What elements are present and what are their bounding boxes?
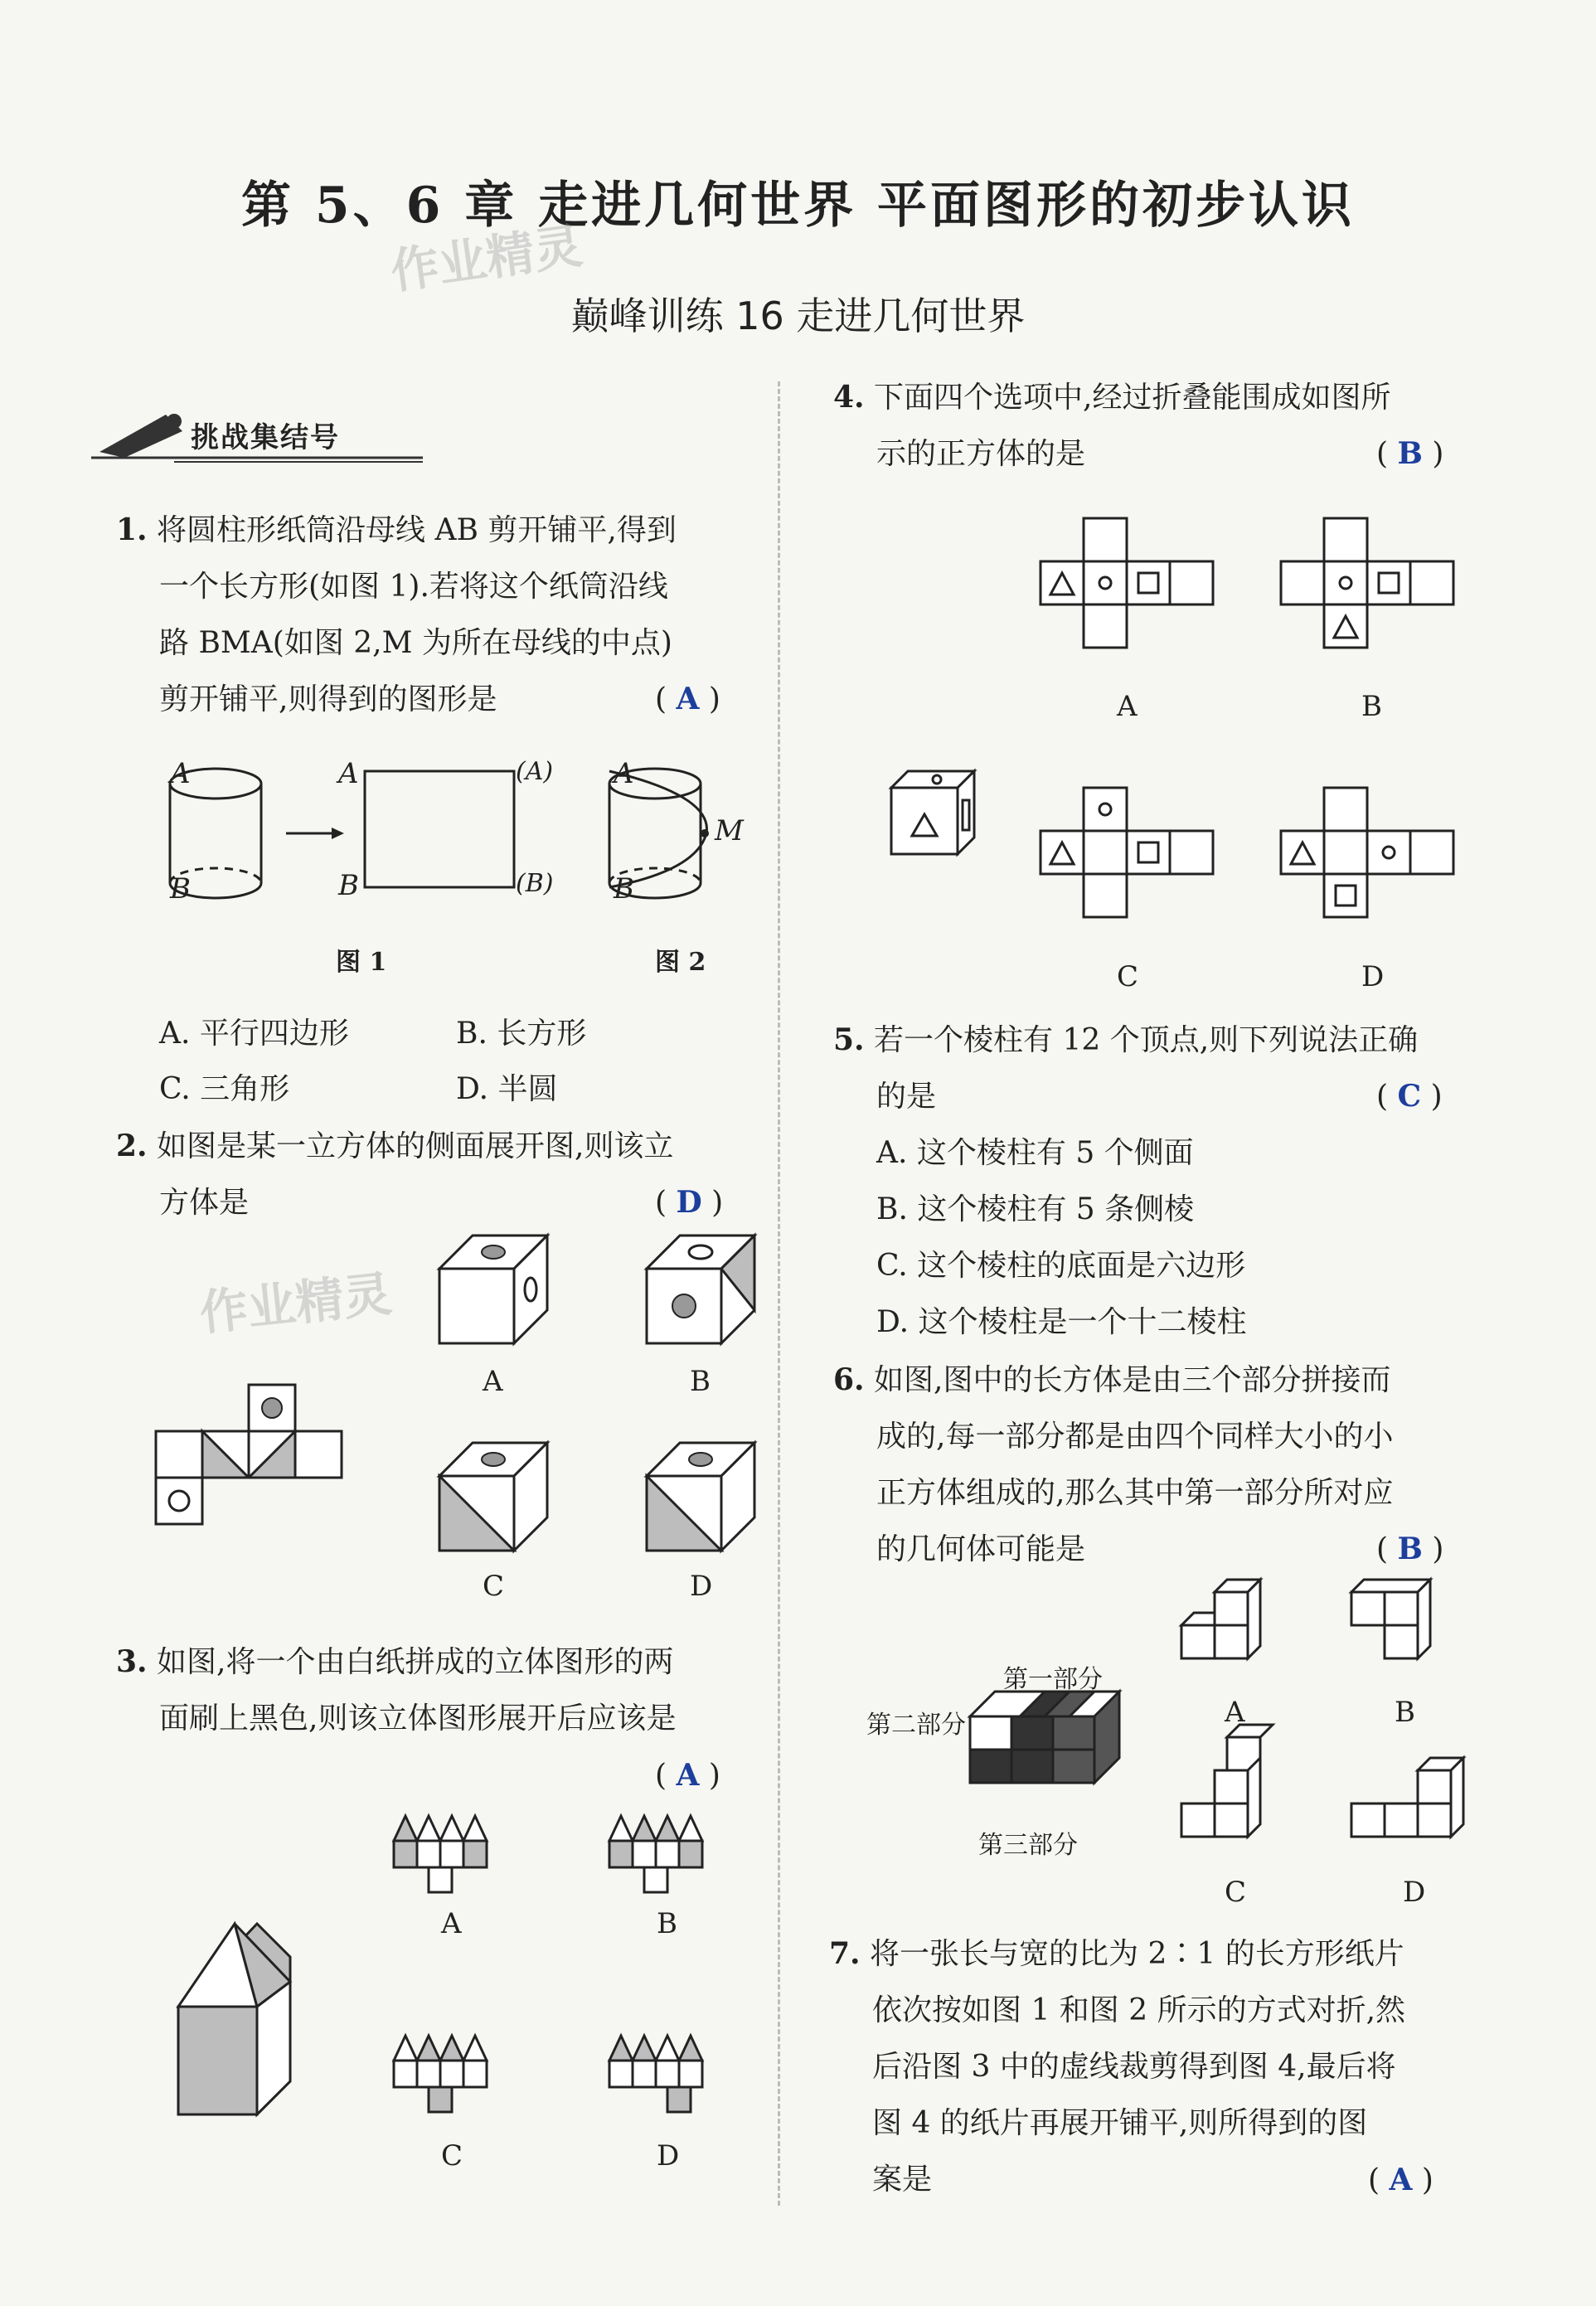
question-text: 将一张长与宽的比为 2∶1 的长方形纸片 — [870, 1937, 1404, 1971]
question-number: 2. — [116, 1129, 148, 1163]
question-number: 6. — [833, 1362, 865, 1397]
option-label: D — [690, 1570, 713, 1603]
option-b: B. 长方形 — [456, 1017, 587, 1051]
answer: A — [1389, 2163, 1413, 2197]
question-text: 的是 — [876, 1080, 937, 1114]
section-title: 巅峰训练 16 走进几何世界 — [570, 294, 1026, 338]
q3-figures — [166, 1799, 771, 2156]
answer-slot: ( D ) — [655, 1185, 724, 1220]
point-label: A — [170, 757, 191, 790]
chapter-title: 第 5、6 章 走进几何世界 平面图形的初步认识 — [240, 177, 1356, 235]
part-label: 第二部分 — [866, 1711, 966, 1740]
question-number: 7. — [829, 1936, 861, 1971]
part-label: 第三部分 — [978, 1831, 1078, 1860]
question-3 — [116, 1634, 771, 1747]
option-label: A — [1117, 690, 1138, 723]
question-text: 成的,每一部分都是由四个同样大小的小 — [876, 1420, 1394, 1454]
question-text: 如图是某一立方体的侧面展开图,则该立 — [157, 1129, 674, 1163]
point-label: B — [614, 872, 634, 905]
point-label: (B) — [516, 869, 554, 898]
option-label: D — [1403, 1876, 1426, 1909]
option-label: C — [441, 2139, 463, 2172]
option-a: A. 这个棱柱有 5 个侧面 — [876, 1136, 1194, 1170]
figure-caption: 图 2 — [655, 948, 706, 977]
question-text: 方体是 — [159, 1186, 250, 1220]
answer-slot: ( C ) — [1376, 1079, 1443, 1114]
option-label: A — [441, 1907, 462, 1940]
question-text: 正方体组成的,那么其中第一部分所对应 — [876, 1476, 1394, 1510]
question-text: 的几何体可能是 — [876, 1532, 1086, 1566]
option-label: A — [1225, 1696, 1245, 1729]
watermark: 作业精灵 — [196, 1265, 395, 1342]
answer-slot: ( A ) — [1368, 2163, 1433, 2197]
answer: B — [1397, 1532, 1423, 1566]
option-b: B. 这个棱柱有 5 条侧棱 — [876, 1192, 1195, 1226]
question-text: 下面四个选项中,经过折叠能围成如图所 — [874, 381, 1391, 415]
question-text: 面刷上黑色,则该立体图形展开后应该是 — [159, 1702, 677, 1736]
option-label: B — [657, 1907, 677, 1940]
option-label: B — [1361, 690, 1382, 723]
answer-slot: ( B ) — [1376, 436, 1444, 471]
answer: A — [676, 1758, 700, 1793]
question-text: 后沿图 3 中的虚线裁剪得到图 4,最后将 — [872, 2050, 1396, 2084]
answer: A — [676, 682, 700, 716]
option-label: D — [657, 2139, 680, 2172]
banner-label: 挑战集结号 — [191, 421, 340, 454]
q1-figures — [158, 746, 771, 912]
option-label: D — [1361, 960, 1385, 993]
part-label: 第一部分 — [1003, 1665, 1103, 1694]
question-text: 将圆柱形纸筒沿母线 AB 剪开铺平,得到 — [157, 513, 677, 547]
question-text: 图 4 的纸片再展开铺平,则所得到的图 — [872, 2106, 1368, 2140]
option-label: C — [1117, 960, 1139, 993]
question-text: 一个长方形(如图 1).若将这个纸筒沿线 — [159, 570, 668, 604]
question-number: 1. — [116, 512, 148, 547]
answer-slot: ( A ) — [655, 1758, 720, 1793]
question-text: 如图,图中的长方体是由三个部分拼接而 — [874, 1363, 1391, 1397]
question-number: 5. — [833, 1022, 865, 1057]
question-text: 路 BMA(如图 2,M 为所在母线的中点) — [159, 626, 672, 660]
q4-figures — [879, 510, 1492, 941]
option-c: C. 这个棱柱的底面是六边形 — [876, 1249, 1246, 1283]
q2-figures — [149, 1219, 779, 1609]
figure-caption: 图 1 — [336, 948, 387, 977]
option-label: C — [1225, 1876, 1247, 1909]
option-c: C. 三角形 — [159, 1072, 290, 1106]
question-text: 如图,将一个由白纸拼成的立体图形的两 — [157, 1645, 674, 1679]
point-label: (A) — [516, 757, 554, 786]
answer: C — [1397, 1079, 1422, 1114]
answer: D — [676, 1185, 702, 1220]
watermark: 作业精灵 — [387, 217, 586, 300]
option-d: D. 半圆 — [456, 1072, 558, 1106]
point-label: M — [715, 814, 744, 847]
option-label: B — [690, 1365, 711, 1398]
question-text: 案是 — [872, 2163, 933, 2197]
question-number: 4. — [833, 380, 865, 415]
question-text: 剪开铺平,则得到的图形是 — [159, 682, 497, 716]
option-a: A. 平行四边形 — [159, 1017, 349, 1051]
question-text: 依次按如图 1 和图 2 所示的方式对折,然 — [872, 1993, 1406, 2027]
option-label: B — [1395, 1696, 1415, 1729]
option-label: A — [483, 1365, 503, 1398]
question-text: 示的正方体的是 — [876, 437, 1086, 471]
option-label: C — [483, 1570, 505, 1603]
point-label: A — [614, 757, 634, 790]
answer: B — [1397, 436, 1423, 471]
point-label: A — [338, 757, 359, 790]
point-label: B — [170, 872, 191, 905]
answer-slot: ( B ) — [1376, 1532, 1444, 1566]
question-text: 若一个棱柱有 12 个顶点,则下列说法正确 — [874, 1023, 1419, 1057]
question-5 — [833, 1012, 1497, 1351]
option-d: D. 这个棱柱是一个十二棱柱 — [876, 1305, 1247, 1339]
point-label: B — [338, 869, 359, 902]
question-number: 3. — [116, 1644, 148, 1679]
answer-slot: ( A ) — [655, 682, 720, 716]
